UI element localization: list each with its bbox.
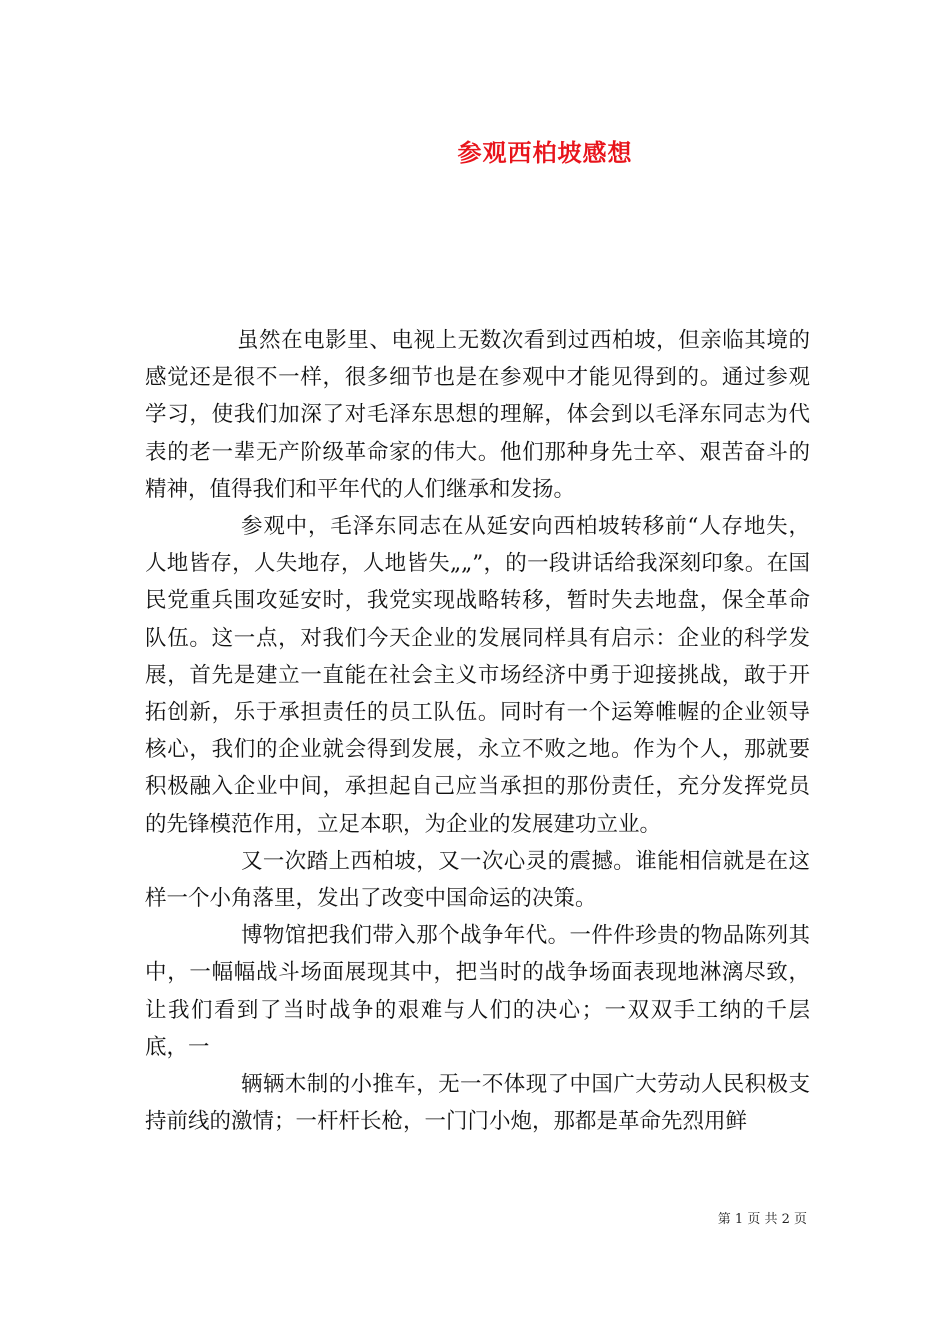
paragraph-4: 博物馆把我们带入那个战争年代。一件件珍贵的物品陈列其中，一幅幅战斗场面展现其中，把当时的战争场面表现地淋漓尽致，让我们看到了当时战争的艰难与人们的决心；一双双手工纳的千层底，一 [145, 923, 810, 1060]
page-number-footer: 第 1 页 共 2 页 [717, 1212, 807, 1227]
paragraph-2: 参观中，毛泽东同志在从延安向西柏坡转移前“人存地失，人地皆存，人失地存，人地皆失„„”，的一段讲话给我深刻印象。在国民党重兵围攻延安时，我党实现战略转移，暂时失去地盘，保全革命队伍。这一点，对我们今天企业的发展同样具有启示：企业的科学发展，首先是建立一直能在社会主义市场经济中勇于迎接挑战，敢于开拓创新，乐于承担责任的员工队伍。同时有一个运筹帷幄的企业领导核心，我们的企业就会得到发展，永立不败之地。作为个人，那就要积极融入企业中间，承担起自己应当承担的那份责任，充分发挥党员的先锋模范作用，立足本职，为企业的发展建功立业。 [145, 514, 810, 837]
paragraph-5: 辆辆木制的小推车，无一不体现了中国广大劳动人民积极支持前线的激情；一杆杆长枪，一门门小炮，那都是革命先烈用鲜 [145, 1072, 810, 1135]
document-body [145, 322, 810, 1140]
paragraph-3: 又一次踏上西柏坡，又一次心灵的震撼。谁能相信就是在这样一个小角落里，发出了改变中国命运的决策。 [145, 848, 810, 912]
paragraph-1: 虽然在电影里、电视上无数次看到过西柏坡，但亲临其境的感觉还是很不一样，很多细节也是在参观中才能见得到的。通过参观学习，使我们加深了对毛泽东思想的理解，体会到以毛泽东同志为代表的老一辈无产阶级革命家的伟大。他们那种身先士卒、艰苦奋斗的精神，值得我们和平年代的人们继承和发扬。 [145, 328, 810, 502]
document-title: 参观西柏坡感想 [457, 138, 633, 167]
